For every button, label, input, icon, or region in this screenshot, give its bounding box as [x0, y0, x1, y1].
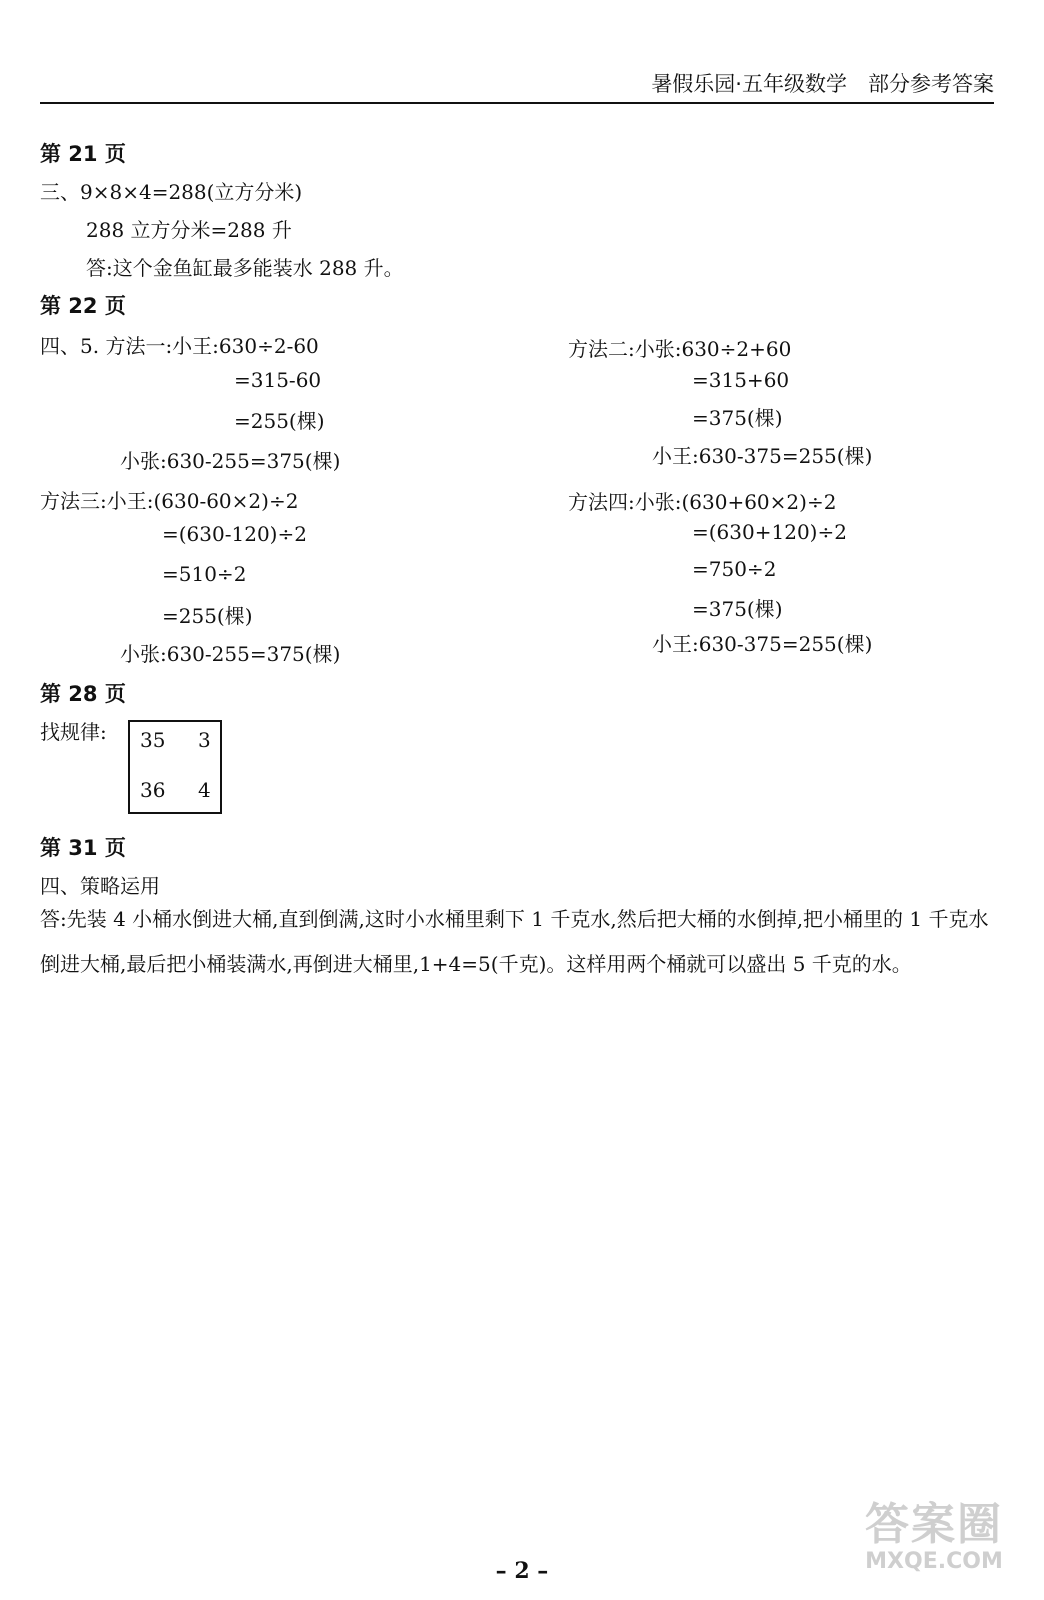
method3-line-4: =255(棵) — [162, 604, 253, 628]
heading-page-22: 第 22 页 — [40, 294, 126, 318]
method1-line-3: =255(棵) — [234, 409, 325, 433]
pattern-cell: 36 — [140, 778, 166, 802]
method4-line-4: =375(棵) — [692, 597, 783, 621]
pattern-grid — [128, 720, 222, 814]
p21-line-3: 答:这个金鱼缸最多能装水 288 升。 — [86, 256, 404, 280]
method2-line-3: =375(棵) — [692, 406, 783, 430]
method4-line-2: =(630+120)÷2 — [692, 520, 847, 544]
pattern-cell: 3 — [198, 728, 211, 752]
watermark-text: 答案圈 — [865, 1499, 1003, 1550]
page-number: – 2 – — [495, 1558, 549, 1584]
p21-line-1: 三、9×8×4=288(立方分米) — [40, 180, 303, 204]
p21-line-2: 288 立方分米=288 升 — [86, 218, 292, 242]
heading-page-31: 第 31 页 — [40, 836, 126, 860]
pattern-cell: 4 — [198, 778, 211, 802]
p31-answer: 答:先装 4 小桶水倒进大桶,直到倒满,这时小水桶里剩下 1 千克水,然后把大桶的水倒掉,把小桶里的 1 千克水倒进大桶,最后把小桶装满水,再倒进大桶里,1+4=5(千克)。这样用两个桶就可以盛出 5 千克的水。 — [40, 907, 989, 976]
watermark-url: MXQE.COM — [865, 1549, 1003, 1574]
method1-line-2: =315-60 — [234, 368, 322, 392]
method2-line-1: 方法二:小张:630÷2+60 — [568, 337, 792, 361]
method1-line-1: 四、5. 方法一:小王:630÷2-60 — [40, 334, 319, 358]
method4-line-1: 方法四:小张:(630+60×2)÷2 — [568, 490, 837, 514]
method4-line-3: =750÷2 — [692, 557, 777, 581]
method3-line-1: 方法三:小王:(630-60×2)÷2 — [40, 489, 299, 513]
header-title: 暑假乐园·五年级数学 部分参考答案 — [651, 72, 994, 96]
p31-subheading: 四、策略运用 — [40, 874, 160, 898]
method3-line-3: =510÷2 — [162, 562, 247, 586]
method2-line-2: =315+60 — [692, 368, 790, 392]
method2-line-4: 小王:630-375=255(棵) — [652, 444, 873, 468]
heading-page-28: 第 28 页 — [40, 682, 126, 706]
method4-line-5: 小王:630-375=255(棵) — [652, 632, 873, 656]
heading-page-21: 第 21 页 — [40, 142, 126, 166]
method3-line-2: =(630-120)÷2 — [162, 522, 307, 546]
method1-line-4: 小张:630-255=375(棵) — [120, 449, 341, 473]
pattern-label: 找规律: — [40, 720, 107, 744]
pattern-cell: 35 — [140, 728, 166, 752]
method3-line-5: 小张:630-255=375(棵) — [120, 642, 341, 666]
